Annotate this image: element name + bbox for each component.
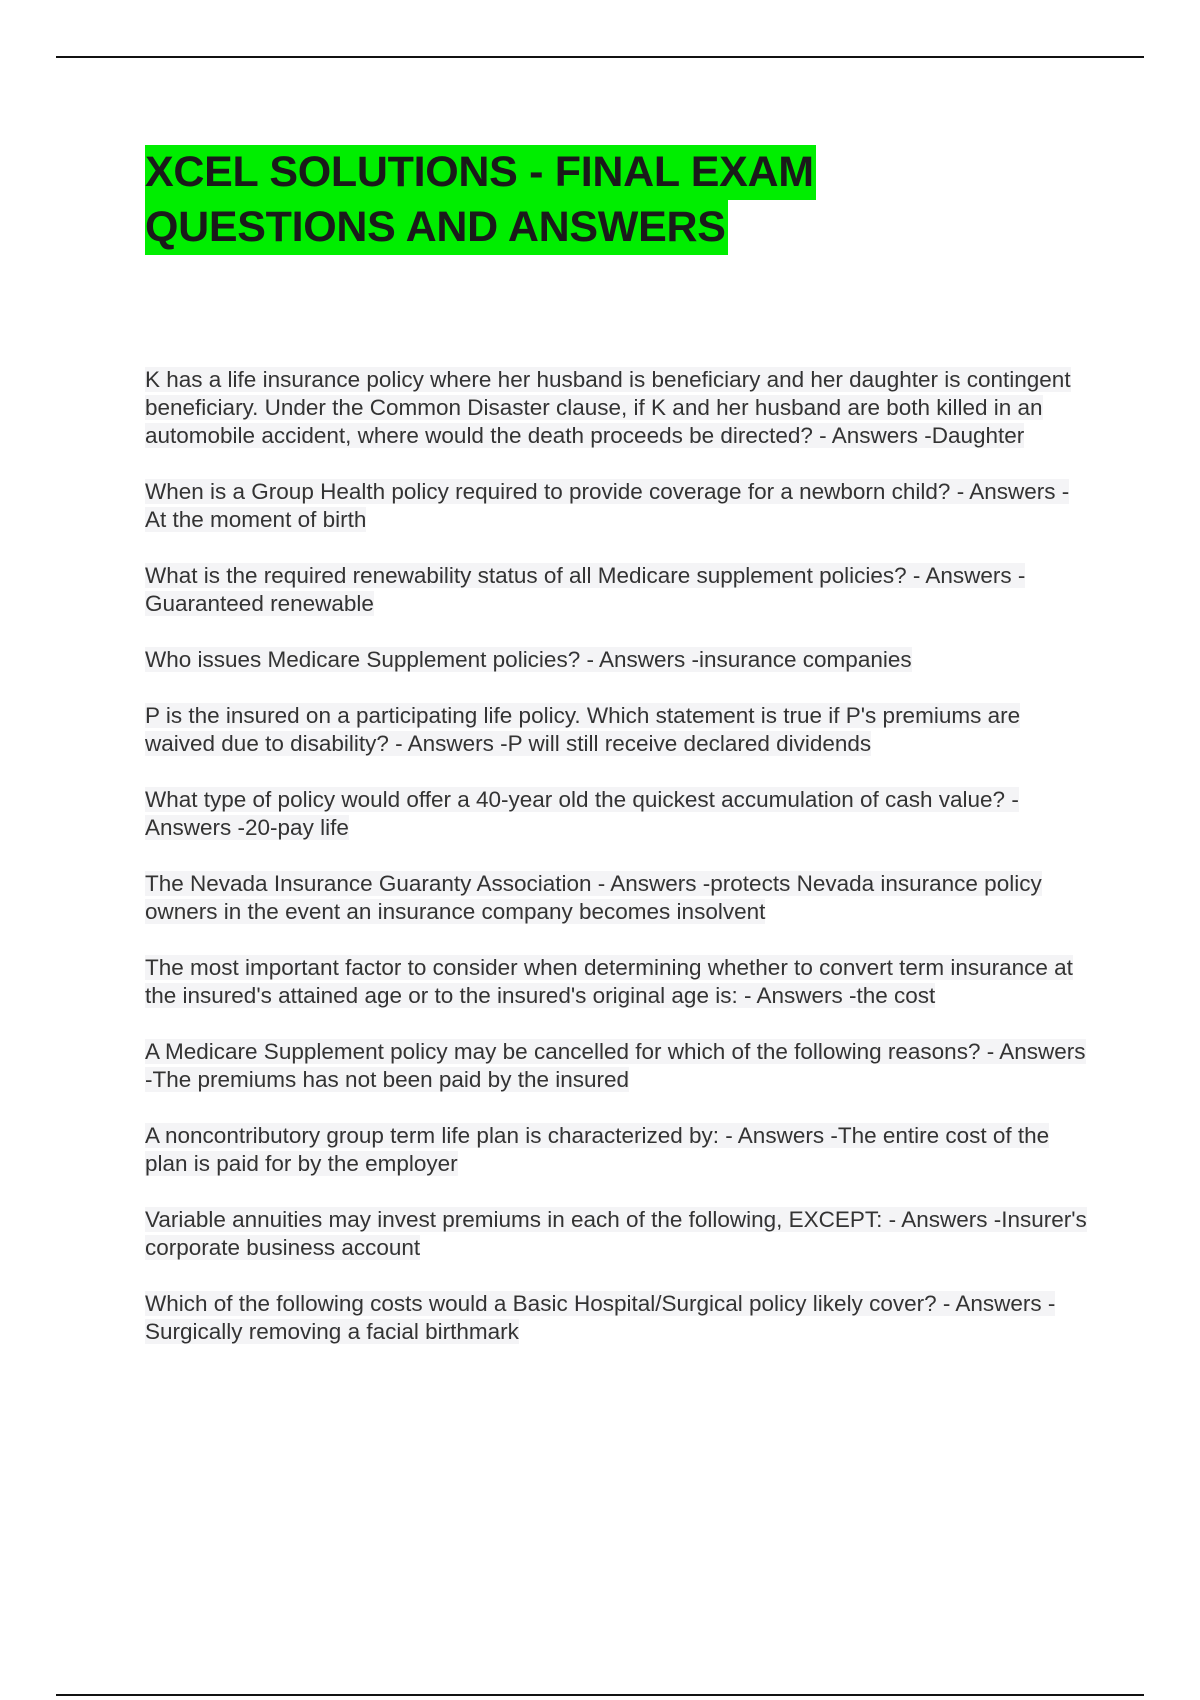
qa-text: What is the required renewability status of all Medicare supplement policies? - Answers -Guaranteed renewable [145,563,1026,616]
qa-text: When is a Group Health policy required to provide coverage for a newborn child? - Answers -At the moment of birth [145,479,1070,532]
qa-text: What type of policy would offer a 40-year old the quickest accumulation of cash value? - Answers -20-pay life [145,787,1019,840]
qa-text: K has a life insurance policy where her husband is beneficiary and her daughter is contingent beneficiary. Under the Common Disaster clause, if K and her husband are both killed in an automobile accident, where would the death proceeds be directed? - Answers -Daughter [145,367,1071,448]
qa-item [145,702,1090,758]
qa-text: A noncontributory group term life plan is characterized by: - Answers -The entire cost of the plan is paid for by the employer [145,1123,1050,1176]
qa-item [145,1206,1090,1262]
qa-text: The Nevada Insurance Guaranty Association - Answers -protects Nevada insurance policy owners in the event an insurance company becomes insolvent [145,871,1042,924]
top-divider [56,56,1144,58]
qa-item [145,562,1090,618]
qa-text: The most important factor to consider when determining whether to convert term insurance at the insured's attained age or to the insured's original age is: - Answers -the cost [145,955,1073,1008]
qa-item [145,870,1090,926]
qa-item [145,1038,1090,1094]
qa-text: A Medicare Supplement policy may be cancelled for which of the following reasons? - Answers -The premiums has not been paid by the insured [145,1039,1086,1092]
title-line-2: QUESTIONS AND ANSWERS [145,200,728,255]
qa-item [145,1290,1090,1346]
qa-item [145,786,1090,842]
title-line-1: XCEL SOLUTIONS - FINAL EXAM [145,145,816,200]
qa-item [145,646,1090,674]
qa-item [145,366,1090,450]
qa-item [145,954,1090,1010]
qa-text: P is the insured on a participating life policy. Which statement is true if P's premiums are waived due to disability? - Answers -P will still receive declared dividends [145,703,1021,756]
qa-text: Variable annuities may invest premiums in each of the following, EXCEPT: - Answers -Insurer's corporate business account [145,1207,1087,1260]
qa-list [145,366,1090,1374]
qa-text: Which of the following costs would a Basic Hospital/Surgical policy likely cover? - Answers -Surgically removing a facial birthmark [145,1291,1056,1344]
qa-item [145,478,1090,534]
page-title [145,145,1105,255]
qa-item [145,1122,1090,1178]
bottom-divider [56,1694,1144,1696]
qa-text: Who issues Medicare Supplement policies? - Answers -insurance companies [145,647,912,672]
